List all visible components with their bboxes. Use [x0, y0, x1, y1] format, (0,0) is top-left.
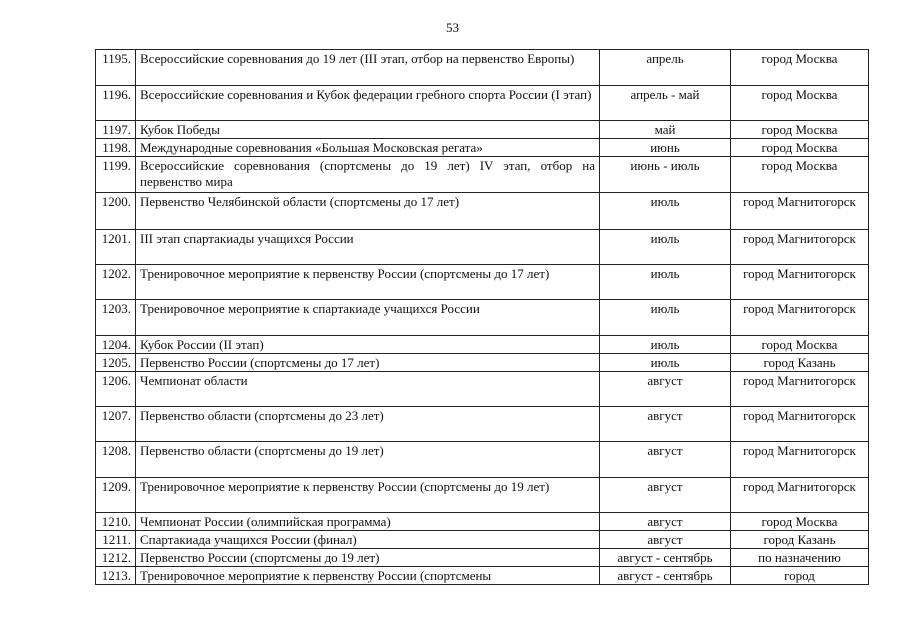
event-name: Чемпионат России (олимпийская программа)	[136, 513, 600, 531]
event-place: город Казань	[731, 531, 869, 549]
event-name: Международные соревнования «Большая Московская регата»	[136, 139, 600, 157]
row-number: 1199.	[96, 157, 136, 193]
row-number: 1213.	[96, 567, 136, 585]
event-place: город Магнитогорск	[731, 265, 869, 300]
row-number: 1207.	[96, 407, 136, 442]
event-place: город Москва	[731, 139, 869, 157]
event-place: город Магнитогорск	[731, 193, 869, 230]
event-name: Кубок Победы	[136, 121, 600, 139]
table-row	[96, 372, 869, 407]
event-name: Чемпионат области	[136, 372, 600, 407]
event-date: апрель	[600, 50, 731, 86]
event-place: город Казань	[731, 354, 869, 372]
event-date: август	[600, 407, 731, 442]
row-number: 1211.	[96, 531, 136, 549]
event-date: август	[600, 531, 731, 549]
row-number: 1203.	[96, 300, 136, 336]
page-number: 53	[446, 20, 459, 35]
event-name: Первенство России (спортсмены до 19 лет)	[136, 549, 600, 567]
table-row	[96, 478, 869, 513]
event-place: город Магнитогорск	[731, 442, 869, 478]
event-place: город Магнитогорск	[731, 230, 869, 265]
event-name: Тренировочное мероприятие к первенству России (спортсмены до 17 лет)	[136, 265, 600, 300]
event-place: город Магнитогорск	[731, 478, 869, 513]
event-name: Спартакиада учащихся России (финал)	[136, 531, 600, 549]
table-row	[96, 157, 869, 193]
table-row	[96, 265, 869, 300]
event-name: Всероссийские соревнования и Кубок федерации гребного спорта России (I этап)	[136, 86, 600, 121]
event-date: июль	[600, 336, 731, 354]
table-row	[96, 549, 869, 567]
event-place: город Магнитогорск	[731, 300, 869, 336]
event-date: июнь	[600, 139, 731, 157]
table-row	[96, 230, 869, 265]
event-name: Первенство области (спортсмены до 23 лет)	[136, 407, 600, 442]
event-name: Первенство Челябинской области (спортсмены до 17 лет)	[136, 193, 600, 230]
event-date: июль	[600, 265, 731, 300]
table-row	[96, 513, 869, 531]
events-table	[95, 49, 869, 585]
event-date: июль	[600, 193, 731, 230]
table-row	[96, 193, 869, 230]
event-name: Первенство России (спортсмены до 17 лет)	[136, 354, 600, 372]
row-number: 1209.	[96, 478, 136, 513]
row-number: 1208.	[96, 442, 136, 478]
table-row	[96, 336, 869, 354]
row-number: 1212.	[96, 549, 136, 567]
event-date: июнь - июль	[600, 157, 731, 193]
event-date: август	[600, 513, 731, 531]
row-number: 1196.	[96, 86, 136, 121]
event-date: июль	[600, 230, 731, 265]
event-place: город Москва	[731, 336, 869, 354]
row-number: 1200.	[96, 193, 136, 230]
event-date: июль	[600, 300, 731, 336]
event-name: Всероссийские соревнования (спортсмены до 19 лет) IV этап, отбор на первенство мира	[136, 157, 600, 193]
event-place: город	[731, 567, 869, 585]
event-date: август	[600, 372, 731, 407]
row-number: 1206.	[96, 372, 136, 407]
row-number: 1202.	[96, 265, 136, 300]
event-name: Тренировочное мероприятие к первенству России (спортсмены до 19 лет)	[136, 478, 600, 513]
event-name: Тренировочное мероприятие к спартакиаде учащихся России	[136, 300, 600, 336]
event-name: Тренировочное мероприятие к первенству России (спортсмены	[136, 567, 600, 585]
event-date: август	[600, 442, 731, 478]
table-row	[96, 86, 869, 121]
event-name: Кубок России (II этап)	[136, 336, 600, 354]
event-date: август	[600, 478, 731, 513]
event-place: по назначению	[731, 549, 869, 567]
table-row	[96, 139, 869, 157]
event-place: город Москва	[731, 121, 869, 139]
event-date: апрель - май	[600, 86, 731, 121]
event-name: Всероссийские соревнования до 19 лет (III этап, отбор на первенство Европы)	[136, 50, 600, 86]
event-date: август - сентябрь	[600, 549, 731, 567]
event-date: май	[600, 121, 731, 139]
table-row	[96, 531, 869, 549]
table-row	[96, 300, 869, 336]
event-date: июль	[600, 354, 731, 372]
table-row	[96, 50, 869, 86]
table-row	[96, 442, 869, 478]
event-name: III этап спартакиады учащихся России	[136, 230, 600, 265]
table-row	[96, 354, 869, 372]
event-place: город Москва	[731, 50, 869, 86]
row-number: 1210.	[96, 513, 136, 531]
table-row	[96, 567, 869, 585]
row-number: 1201.	[96, 230, 136, 265]
event-place: город Магнитогорск	[731, 407, 869, 442]
row-number: 1198.	[96, 139, 136, 157]
row-number: 1197.	[96, 121, 136, 139]
event-place: город Москва	[731, 513, 869, 531]
row-number: 1204.	[96, 336, 136, 354]
event-name: Первенство области (спортсмены до 19 лет)	[136, 442, 600, 478]
row-number: 1195.	[96, 50, 136, 86]
row-number: 1205.	[96, 354, 136, 372]
table-row	[96, 121, 869, 139]
event-place: город Магнитогорск	[731, 372, 869, 407]
event-date: август - сентябрь	[600, 567, 731, 585]
event-place: город Москва	[731, 86, 869, 121]
table-row	[96, 407, 869, 442]
event-place: город Москва	[731, 157, 869, 193]
